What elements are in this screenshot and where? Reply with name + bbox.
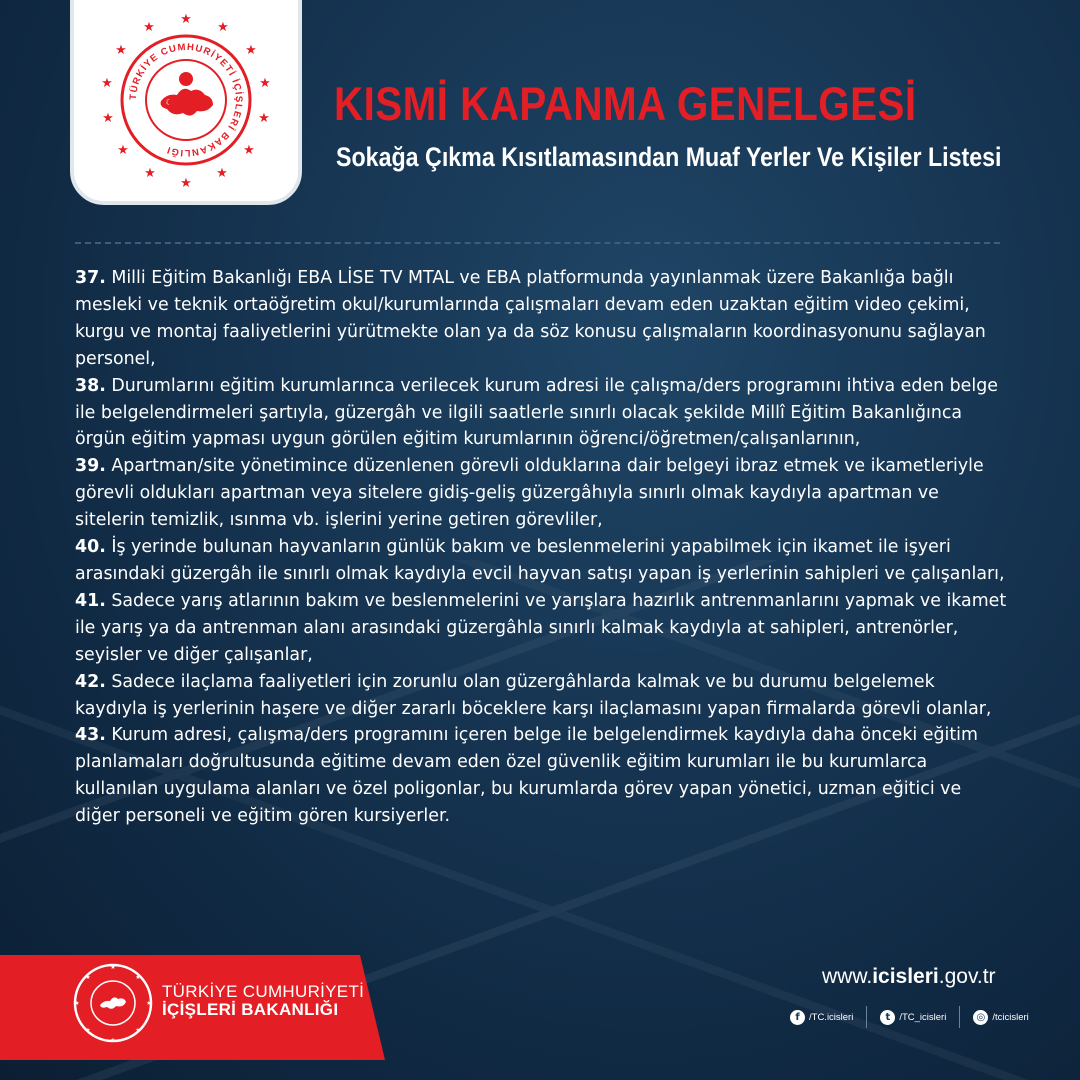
item-text: Apartman/site yönetimince düzenlenen görevli olduklarına dair belgeyi ibraz etmek ve ikametleriyle görevli oldukları apartman veya sitelere gidiş-geliş güzergâhıyla sınırlı olmak kaydıyla apartman ve sitelerin temizlik, ısınma vb. işlerini yerine getiren görevliler, [75, 456, 984, 531]
item-text: İş yerinde bulunan hayvanların günlük bakım ve beslenmelerini yapabilmek için ikamet ile işyeri arasındaki güzergâh ile sınırlı olmak kaydıyla evcil hayvan satışı yapan iş yerlerinin sahipleri ve çalışanları, [75, 537, 1005, 584]
item-number: 39. [75, 456, 106, 477]
svg-text:★: ★ [146, 1000, 152, 1007]
svg-text:★: ★ [243, 143, 255, 158]
svg-text:★: ★ [101, 76, 113, 91]
facebook-handle: /TC.icisleri [809, 1011, 854, 1023]
page-title: KISMİ KAPANMA GENELGESİ [334, 77, 917, 130]
item-number: 40. [75, 537, 106, 558]
item-text: Sadece ilaçlama faaliyetleri için zorunlu olan güzergâhlarda kalmak ve bu durumu belgelemek kaydıyla iş yerlerinin haşere ve diğer zararlı böceklere karşı ilaçlamasını yapan firmalarda görevli olanlar, [75, 671, 992, 719]
page-subtitle: Sokağa Çıkma Kısıtlamasından Muaf Yerler Ve Kişiler Listesi [336, 142, 1002, 172]
footer-seal-icon [72, 962, 154, 1044]
svg-text:★: ★ [110, 1037, 116, 1044]
website-link[interactable] [822, 965, 996, 989]
social-links [790, 1006, 1042, 1028]
svg-text:★: ★ [143, 20, 155, 35]
svg-text:★: ★ [135, 974, 141, 981]
item-text: Sadece yarış atlarının bakım ve beslenmelerini ve yarışlara hazırlık antrenmanlarını yapmak ve ikamet ile yarış ya da antrenman alanı arasındaki güzergâhla sınırlı kalmak kaydıyla at sahipleri, antrenörler, seyisler ve diğer çalışanlar, [75, 590, 1007, 665]
item-number: 42. [75, 671, 106, 692]
item-number: 43. [75, 725, 106, 746]
svg-text:★: ★ [117, 143, 129, 158]
item-number: 38. [75, 375, 106, 396]
list-item [75, 588, 1010, 669]
facebook-link[interactable] [790, 1006, 866, 1028]
item-number: 37. [75, 268, 106, 288]
facebook-icon: f [790, 1010, 805, 1025]
list-item [75, 534, 1010, 588]
twitter-handle: /TC_icisleri [899, 1011, 947, 1023]
item-text: Milli Eğitim Bakanlığı EBA LİSE TV MTAL ve EBA platformunda yayınlanmak üzere Bakanlığa bağlı mesleki ve teknik ortaöğretim okul/kurumlarında çalışmaları devam eden uzaktan eğitim video çekimi, kurgu ve montaj faaliyetlerini yürütmekte olan ya da söz konusu çalışmaların koordinasyonunu sağlayan personel, [75, 268, 986, 369]
svg-text:TÜRKİYE CUMHURİYETİ İÇİŞLERİ B: TÜRKİYE CUMHURİYETİ İÇİŞLERİ BAKANLIĞI [127, 41, 245, 159]
list-item [75, 373, 1010, 454]
website-suffix: .gov.tr [938, 965, 996, 988]
twitter-icon: t [880, 1010, 895, 1025]
dashed-divider [75, 242, 1000, 244]
instagram-icon: ◎ [973, 1010, 988, 1025]
list-item [75, 453, 1010, 534]
item-number: 41. [75, 590, 106, 611]
svg-text:☾: ☾ [165, 98, 173, 107]
svg-text:★: ★ [245, 43, 257, 58]
svg-text:★: ★ [85, 974, 91, 981]
footer-org-line1: TÜRKİYE CUMHURİYETİ [162, 982, 365, 1001]
svg-text:★: ★ [115, 43, 127, 58]
svg-text:★: ★ [180, 12, 192, 27]
list-item [75, 722, 1010, 830]
item-text: Durumlarını eğitim kurumlarınca verilecek kurum adresi ile çalışma/ders programını ihtiva eden belge ile belgelendirmeleri şartıyla, güzergâh ve ilgili saatlerle sınırlı olacak şekilde Millî Eğitim Bakanlığınca örgün eğitim yapması uygun görülen eğitim kurumlarının öğrenci/öğretmen/çalışanlarının, [75, 375, 998, 450]
item-text: Kurum adresi, çalışma/ders programını içeren belge ile belgelendirmek kaydıyla daha önceki eğitim planlamaları doğrultusunda eğitime devam eden özel güvenlik eğitim kurumları ile bu kurumlarca kullanılan uygulama alanları ve özel poligonlar, bu kurumlarda görev yapan yönetici, uzman eğitici ve diğer personeli ve eğitim gören kursiyerler. [75, 725, 978, 827]
svg-text:★: ★ [74, 1000, 80, 1007]
svg-text:★: ★ [180, 176, 192, 191]
exemption-list [75, 265, 1010, 830]
svg-text:★: ★ [216, 166, 228, 181]
website-main: icisleri [872, 965, 939, 988]
svg-text:★: ★ [144, 166, 156, 181]
footer-org-line2: İÇİŞLERİ BAKANLIĞI [162, 1000, 339, 1019]
svg-text:★: ★ [259, 76, 271, 91]
svg-text:★: ★ [110, 964, 116, 971]
svg-text:★: ★ [102, 111, 114, 126]
twitter-link[interactable] [866, 1006, 959, 1028]
svg-text:★: ★ [217, 20, 229, 35]
svg-text:★: ★ [135, 1027, 141, 1034]
svg-text:★: ★ [85, 1027, 91, 1034]
emblem-card [70, 0, 302, 205]
instagram-link[interactable] [959, 1006, 1041, 1028]
ministry-seal-icon [89, 9, 283, 191]
instagram-handle: /tcicisleri [992, 1011, 1029, 1023]
list-item [75, 265, 1010, 373]
list-item [75, 669, 1010, 723]
website-prefix: www. [822, 965, 873, 988]
svg-text:★: ★ [258, 111, 270, 126]
